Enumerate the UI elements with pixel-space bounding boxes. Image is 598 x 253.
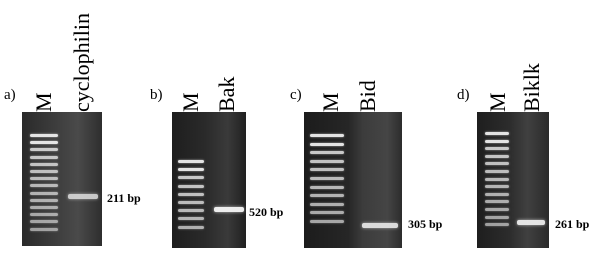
panel-a-label: a) xyxy=(4,87,16,103)
panel-b-ladder-band xyxy=(178,217,204,220)
panel-a-sample-label: cyclophilin xyxy=(69,13,94,112)
panel-a-ladder-band xyxy=(30,220,58,223)
panel-c-ladder-band xyxy=(310,177,344,180)
panel-a-ladder-band xyxy=(30,213,58,216)
panel-b-ladder-band xyxy=(178,168,204,171)
panel-d-ladder-band xyxy=(485,223,509,226)
panel-a-ladder-band xyxy=(30,184,58,187)
panel-d-ladder-band xyxy=(485,185,509,188)
panel-b-ladder-band xyxy=(178,201,204,204)
panel-d-sample-band xyxy=(517,220,545,225)
panel-b-gel-image xyxy=(172,112,246,248)
panel-d-ladder-band xyxy=(485,140,509,143)
panel-c-ladder-band xyxy=(310,186,344,189)
panel-c-ladder-band xyxy=(310,134,344,137)
panel-b-ladder-band xyxy=(178,193,204,196)
panel-b-ladder-band xyxy=(178,185,204,188)
panel-d-label: d) xyxy=(457,87,470,103)
panel-b-ladder-band xyxy=(178,176,204,179)
panel-b-sample-label: Bak xyxy=(214,76,239,112)
panel-c-ladder-band xyxy=(310,194,344,197)
panel-d-ladder-band xyxy=(485,155,509,158)
panel-a-ladder-band xyxy=(30,199,58,202)
panel-d-ladder-band xyxy=(485,178,509,181)
panel-b-ladder-band xyxy=(178,209,204,212)
panel-a-ladder-band xyxy=(30,141,58,144)
panel-c-ladder-band xyxy=(310,143,344,146)
panel-c-band-size: 305 bp xyxy=(408,217,443,231)
panel-c-marker-label: M xyxy=(318,92,343,112)
panel-c-ladder-band xyxy=(310,220,344,223)
panel-a-ladder-band xyxy=(30,163,58,166)
panel-a-marker-label: M xyxy=(31,92,56,112)
panel-b-ladder-band xyxy=(178,160,204,163)
panel-a-ladder-band xyxy=(30,206,58,209)
panel-c-ladder-band xyxy=(310,203,344,206)
panel-a-gel-image xyxy=(22,112,102,246)
panel-a-ladder-band xyxy=(30,228,58,231)
panel-d-ladder-band xyxy=(485,208,509,211)
panel-c-gel-image xyxy=(304,112,402,248)
panel-a-ladder-band xyxy=(30,134,58,137)
panel-b-ladder-band xyxy=(178,226,204,229)
panel-b-sample-band xyxy=(214,207,244,212)
panel-b-marker-label: M xyxy=(178,92,203,112)
panel-d-ladder-band xyxy=(485,200,509,203)
panel-a-ladder-band xyxy=(30,192,58,195)
panel-a-sample-band xyxy=(68,194,98,199)
panel-d-band-size: 261 bp xyxy=(555,217,590,231)
panel-d-ladder-band xyxy=(485,216,509,219)
panel-c-ladder-band xyxy=(310,151,344,154)
panel-c-ladder-band xyxy=(310,168,344,171)
panel-a-band-size: 211 bp xyxy=(107,191,141,205)
panel-d-ladder-band xyxy=(485,170,509,173)
panel-d-ladder-band xyxy=(485,132,509,135)
panel-d-ladder-band xyxy=(485,147,509,150)
panel-a-ladder-band xyxy=(30,156,58,159)
panel-a-ladder-band xyxy=(30,148,58,151)
panel-d-marker-label: M xyxy=(485,92,510,112)
panel-a-ladder-band xyxy=(30,177,58,180)
panel-c-ladder-band xyxy=(310,160,344,163)
panel-b-label: b) xyxy=(150,87,163,103)
panel-d-ladder-band xyxy=(485,162,509,165)
panel-c-sample-band xyxy=(362,223,398,228)
panel-c-ladder-band xyxy=(310,211,344,214)
panel-a-ladder-band xyxy=(30,170,58,173)
panel-d-sample-label: Biklk xyxy=(519,63,544,112)
panel-b-band-size: 520 bp xyxy=(249,205,284,219)
panel-d-ladder-band xyxy=(485,193,509,196)
panel-d-gel-image xyxy=(477,112,549,248)
panel-c-sample-label: Bid xyxy=(355,80,380,112)
panel-c-label: c) xyxy=(290,87,302,103)
